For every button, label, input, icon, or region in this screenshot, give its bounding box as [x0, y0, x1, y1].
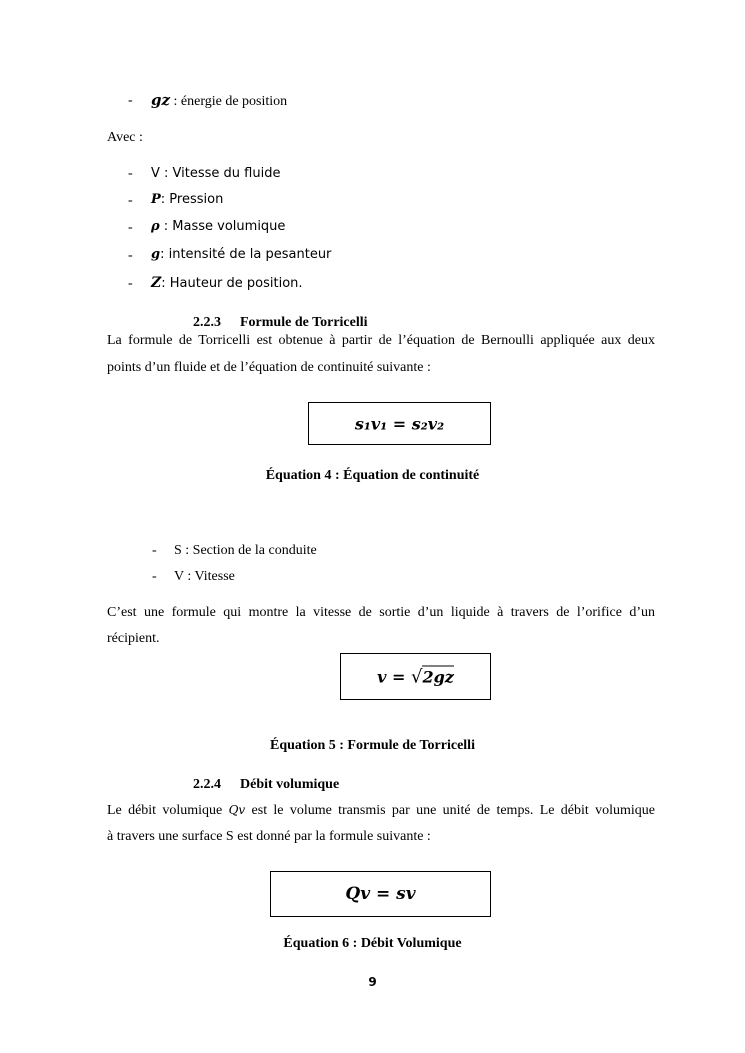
symbol-p: P [151, 192, 161, 207]
list-dash: - [128, 93, 133, 108]
paragraph-torricelli-line2: points d’un fluide et de l’équation de continuité suivante : [107, 360, 431, 375]
list-item-hauteur: Z: Hauteur de position. [151, 275, 303, 291]
list-dash: - [128, 276, 133, 291]
list-item-vitesse-v: V : Vitesse [174, 569, 235, 584]
equation-box-torricelli [340, 653, 491, 700]
symbol-g: g [151, 247, 161, 262]
list-dash: - [128, 166, 133, 181]
sqrt-icon: √ [410, 666, 423, 687]
symbol-gz: gz [151, 91, 171, 109]
avec-label: Avec : [107, 130, 143, 145]
list-item-vitesse: V : Vitesse du fluide [151, 166, 281, 181]
sqrt-radicand: 2gz [422, 667, 454, 686]
equation-torricelli: v = √2gz [377, 666, 454, 687]
paragraph-torricelli-line1: La formule de Torricelli est obtenue à partir de l’équation de Bernoulli appliquée aux deux [107, 333, 655, 348]
list-item-pression: P: Pression [151, 192, 224, 207]
list-item-pesanteur: g: intensité de la pesanteur [151, 247, 332, 262]
caption-equation-4: Équation 4 : Équation de continuité [265, 468, 480, 483]
symbol-qv: Qv [228, 803, 246, 817]
paragraph-debit-line2: à travers une surface S est donné par la formule suivante : [107, 829, 431, 844]
symbol-z: Z [151, 275, 162, 291]
list-dash: - [128, 220, 133, 235]
page-number: 9 [368, 975, 377, 989]
paragraph-debit-line1: Le débit volumique Qv est le volume transmis par une unité de temps. Le débit volumique [107, 803, 655, 818]
symbol-rho: ρ [151, 219, 160, 234]
caption-equation-6: Équation 6 : Débit Volumique [283, 936, 462, 951]
list-dash: - [152, 543, 157, 558]
list-item-masse-volumique: ρ : Masse volumique [151, 219, 286, 234]
section-title-torricelli: Formule de Torricelli [240, 315, 368, 330]
equation-continuity: s₁v₁ = s₂v₂ [354, 414, 445, 433]
list-item-gz: gz : énergie de position [151, 91, 288, 109]
section-number-223: 2.2.3 [193, 315, 221, 330]
equation-debit: Qv = sv [345, 884, 416, 904]
equation-box-continuity [308, 402, 491, 445]
list-dash: - [128, 248, 133, 263]
section-title-debit: Débit volumique [240, 777, 340, 792]
paragraph-vitesse-line2: récipient. [107, 631, 160, 646]
section-number-224: 2.2.4 [193, 777, 221, 792]
list-dash: - [152, 569, 157, 584]
caption-equation-5: Équation 5 : Formule de Torricelli [270, 738, 475, 753]
paragraph-vitesse-line1: C’est une formule qui montre la vitesse de sortie d’un liquide à travers de l’orifice d’un [107, 605, 655, 620]
list-item-section: S : Section de la conduite [174, 543, 317, 558]
list-dash: - [128, 193, 133, 208]
equation-box-debit [270, 871, 491, 917]
